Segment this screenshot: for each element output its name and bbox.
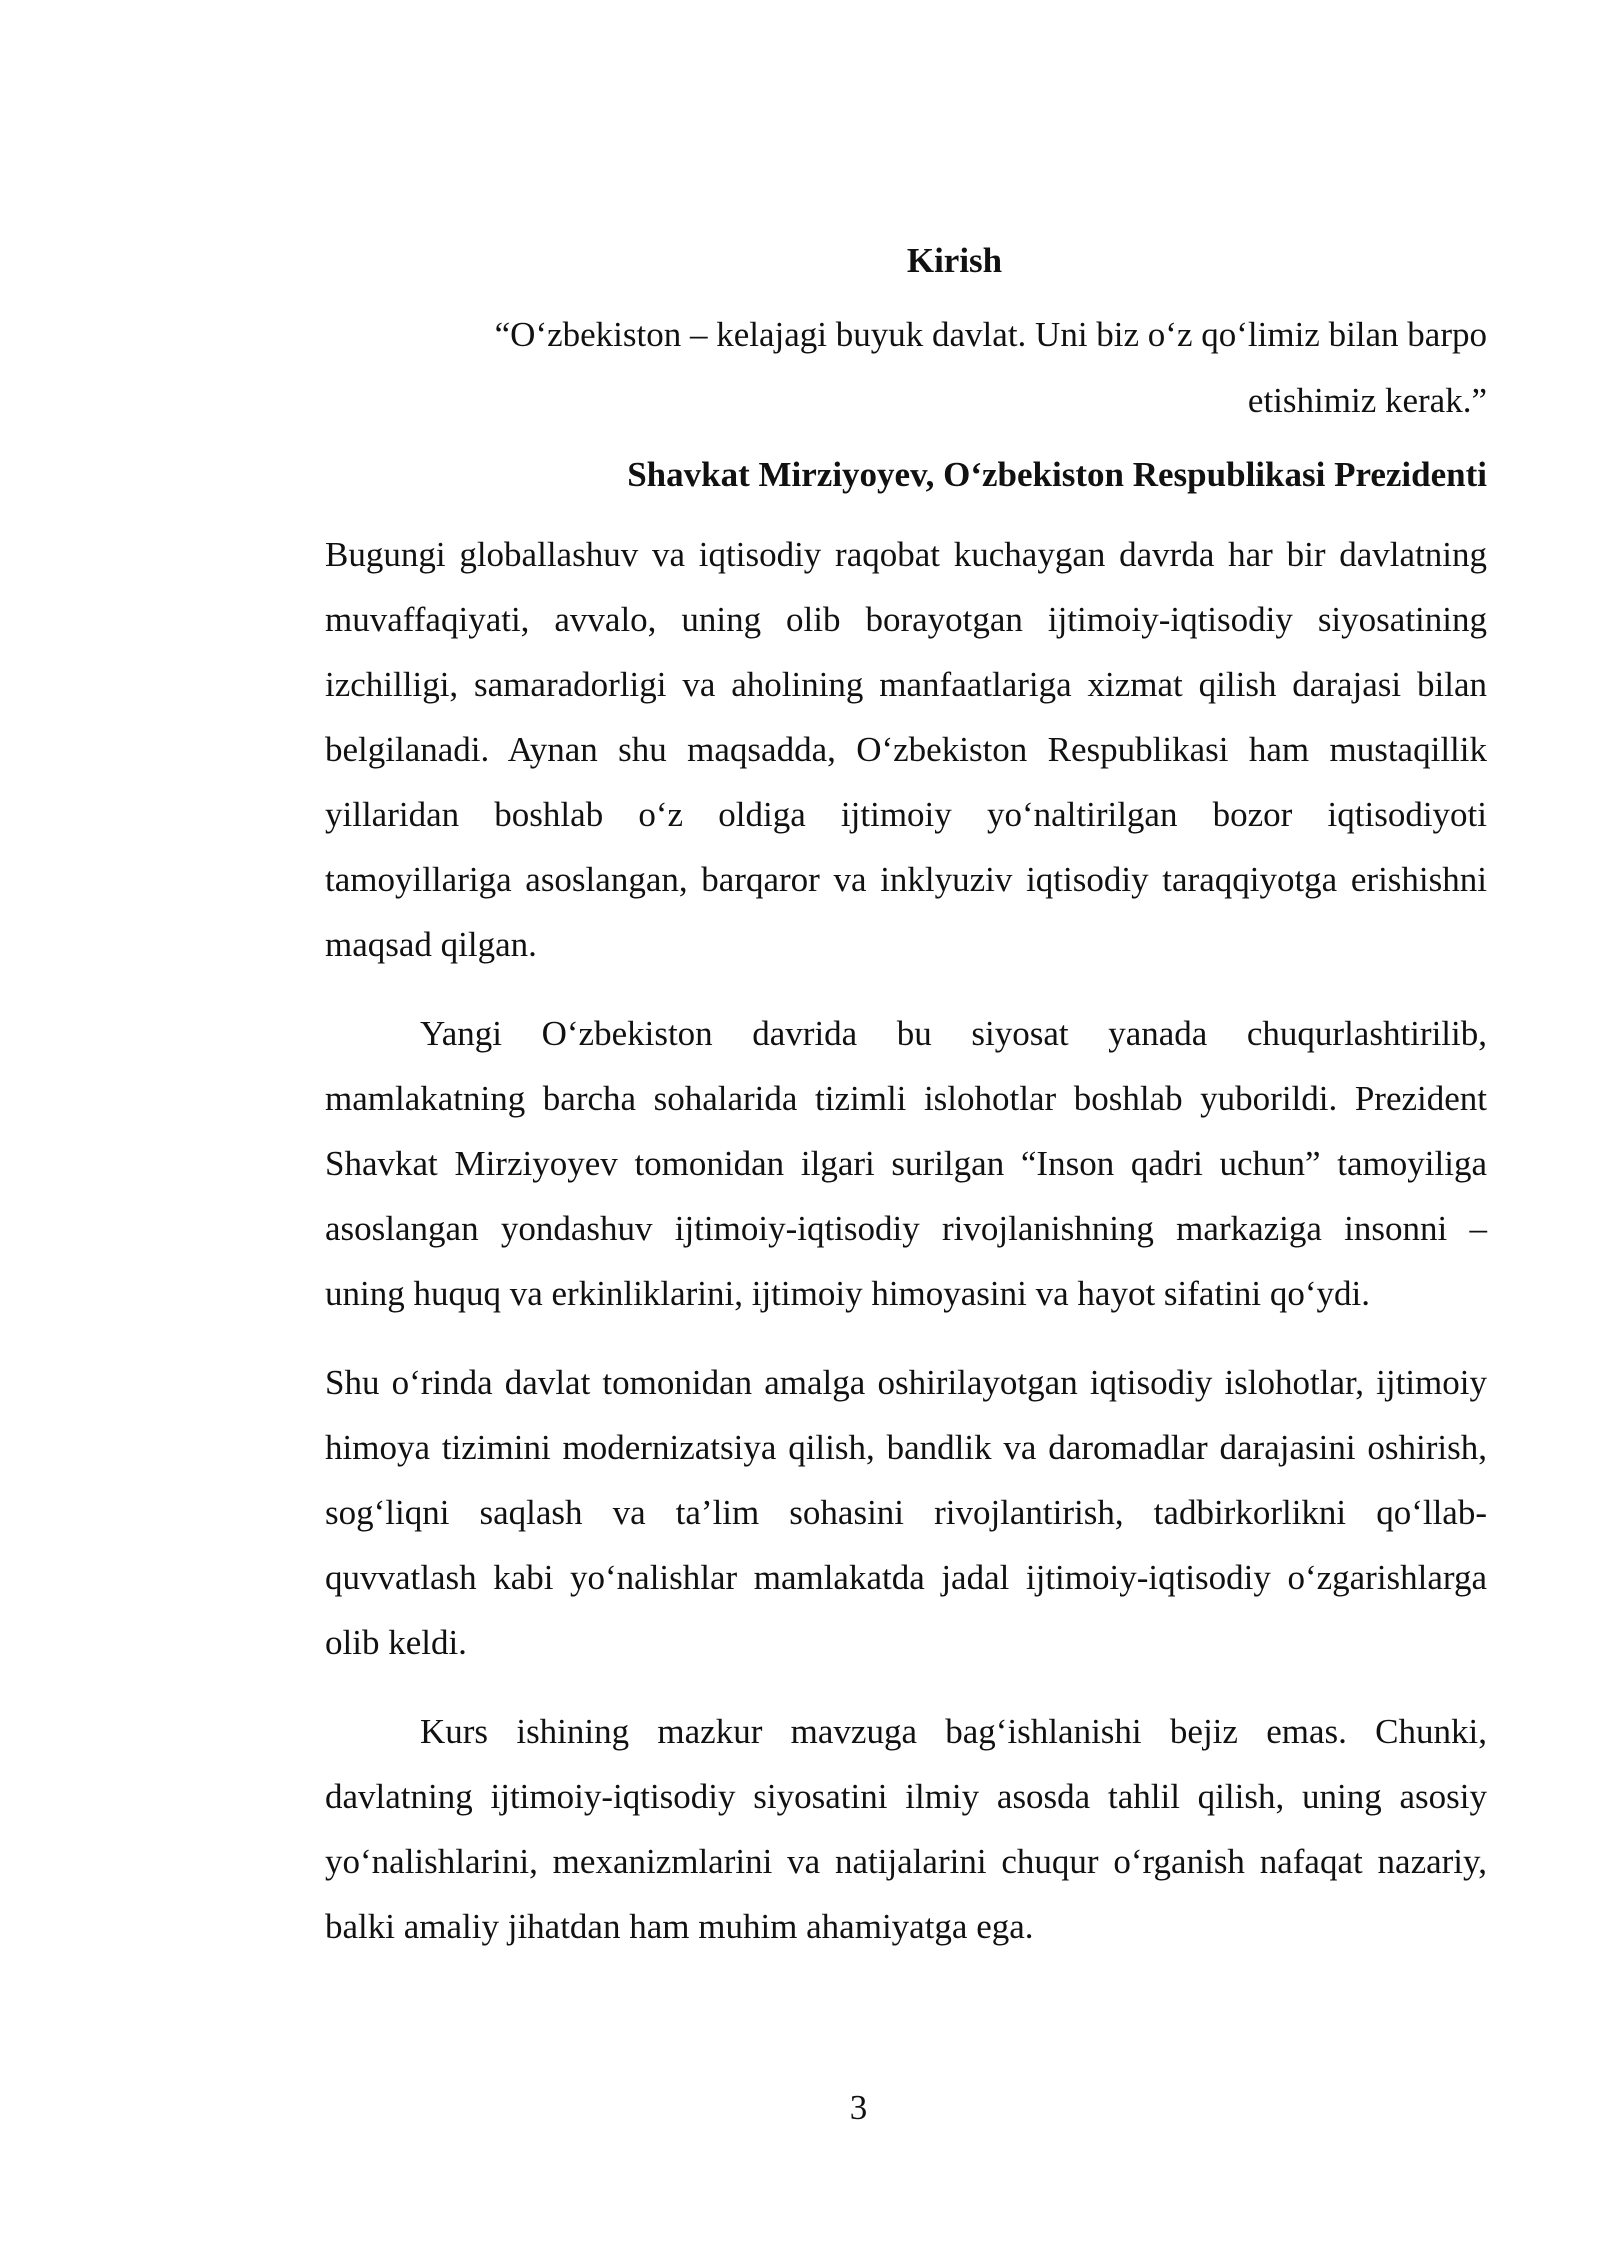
section-title: Kirish [906, 241, 1003, 280]
page-number: 3 [849, 2088, 868, 2127]
paragraph-4: Kurs ishining mazkur mavzuga bag‘ishlanishi bejiz emas. Chunki, davlatning ijtimoiy-iqtisodiy siyosatini ilmiy asosda tahlil qilish, uning asosiy yo‘nalishlarini, mexanizmlarini va natijalarini chuqur o‘rganish nafaqat nazariy, balki amaliy jihatdan ham muhim ahamiyatga ega. [325, 1712, 1487, 1946]
epigraph-line-1: “O‘zbekiston – kelajagi buyuk davlat. Uni biz o‘z qo‘limiz bilan barpo [494, 315, 1487, 354]
epigraph-line-2: etishimiz kerak.” [1247, 381, 1487, 420]
epigraph-author: Shavkat Mirziyoyev, O‘zbekiston Respublikasi Prezidenti [627, 455, 1487, 494]
page-content [325, 232, 1487, 1959]
paragraph-1: Bugungi globallashuv va iqtisodiy raqobat kuchaygan davrda har bir davlatning muvaffaqiyati, avvalo, uning olib borayotgan ijtimoiy-iqtisodiy siyosatining izchilligi, samaradorligi va aholining manfaatlariga xizmat qilish darajasi bilan belgilanadi. Aynan shu maqsadda, O‘zbekiston Respublikasi ham mustaqillik yillaridan boshlab o‘z oldiga ijtimoiy yo‘naltirilgan bozor iqtisodiyoti tamoyillariga asoslangan, barqaror va inklyuziv iqtisodiy taraqqiyotga erishishni maqsad qilgan. [325, 535, 1487, 964]
epigraph-quote [325, 302, 1487, 434]
paragraph-2: Yangi O‘zbekiston davrida bu siyosat yanada chuqurlashtirilib, mamlakatning barcha sohalarida tizimli islohotlar boshlab yuborildi. Prezident Shavkat Mirziyoyev tomonidan ilgari surilgan “Inson qadri uchun” tamoyiliga asoslangan yondashuv ijtimoiy-iqtisodiy rivojlanishning markaziga insonni – uning huquq va erkinliklarini, ijtimoiy himoyasini va hayot sifatini qo‘ydi. [325, 1014, 1487, 1313]
paragraph-3: Shu o‘rinda davlat tomonidan amalga oshirilayotgan iqtisodiy islohotlar, ijtimoiy himoya tizimini modernizatsiya qilish, bandlik va daromadlar darajasini oshirish, sog‘liqni saqlash va ta’lim sohasini rivojlantirish, tadbirkorlikni qo‘llab-quvvatlash kabi yo‘nalishlar mamlakatda jadal ijtimoiy-iqtisodiy o‘zgarishlarga olib keldi. [325, 1363, 1487, 1662]
